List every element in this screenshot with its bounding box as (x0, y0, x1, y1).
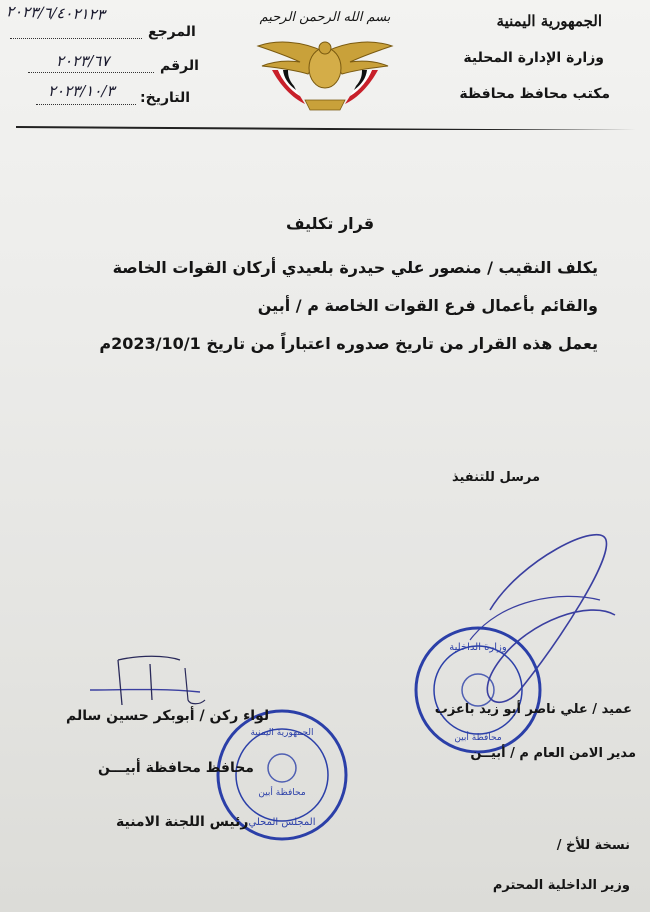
number-value: ٢٠٢٣/٦٧ (56, 52, 110, 70)
reference-label: المرجع (148, 24, 196, 40)
basmala: بسم الله الرحمن الرحيم (259, 10, 391, 25)
left-signatory-name: لواء ركن / أبوبكر حسين سالم (66, 708, 270, 724)
copy-to-minister: وزير الداخلية المحترم (492, 878, 630, 893)
svg-text:محافظة أبين: محافظة أبين (454, 733, 502, 743)
left-signatory-role: رئيس اللجنة الامنية (116, 814, 249, 830)
date-value: ٢٠٢٣/١٠/٣ (48, 82, 115, 100)
header-office: مكتب محافظ محافظة (459, 86, 610, 102)
decision-title: قرار تكليف (285, 214, 375, 233)
decision-line-1: يكلف النقيب / منصور علي حيدرة بلعيدي أركان القوات الخاصة (112, 258, 598, 277)
header-ministry: وزارة الإدارة المحلية (463, 50, 604, 66)
right-signatory-title: مدير الامن العام م / أبيــن (470, 746, 636, 761)
reference-value: ٢٠٢٣/٦/٤٠٢١٢٣ (5, 2, 106, 24)
svg-text:الجمهورية اليمنية: الجمهورية اليمنية (250, 728, 314, 738)
right-stamp (416, 628, 540, 752)
decision-line-2: والقائم بأعمال فرع القوات الخاصة م / أبين (257, 296, 598, 315)
copy-to-label: نسخة للأخ / (556, 838, 630, 853)
svg-text:محافظة أبين: محافظة أبين (258, 788, 306, 798)
date-label: التاريخ: (140, 90, 191, 106)
right-signatory-name: عميد / علي ناصر أبو زيد باعزب (434, 702, 632, 717)
sent-for-execution: مرسل للتنفيذ (451, 470, 540, 485)
left-signatory-title: محافظ محافظة أبيـــن (98, 760, 254, 776)
decision-line-3: يعمل هذه القرار من تاريخ صدوره اعتباراً من تاريخ 2023/10/1م (99, 334, 598, 353)
number-label: الرقم (160, 58, 199, 74)
svg-text:وزارة الداخلية: وزارة الداخلية (449, 642, 507, 653)
header-republic: الجمهورية اليمنية (496, 12, 602, 30)
svg-text:المجلس المحلي: المجلس المحلي (248, 817, 316, 828)
